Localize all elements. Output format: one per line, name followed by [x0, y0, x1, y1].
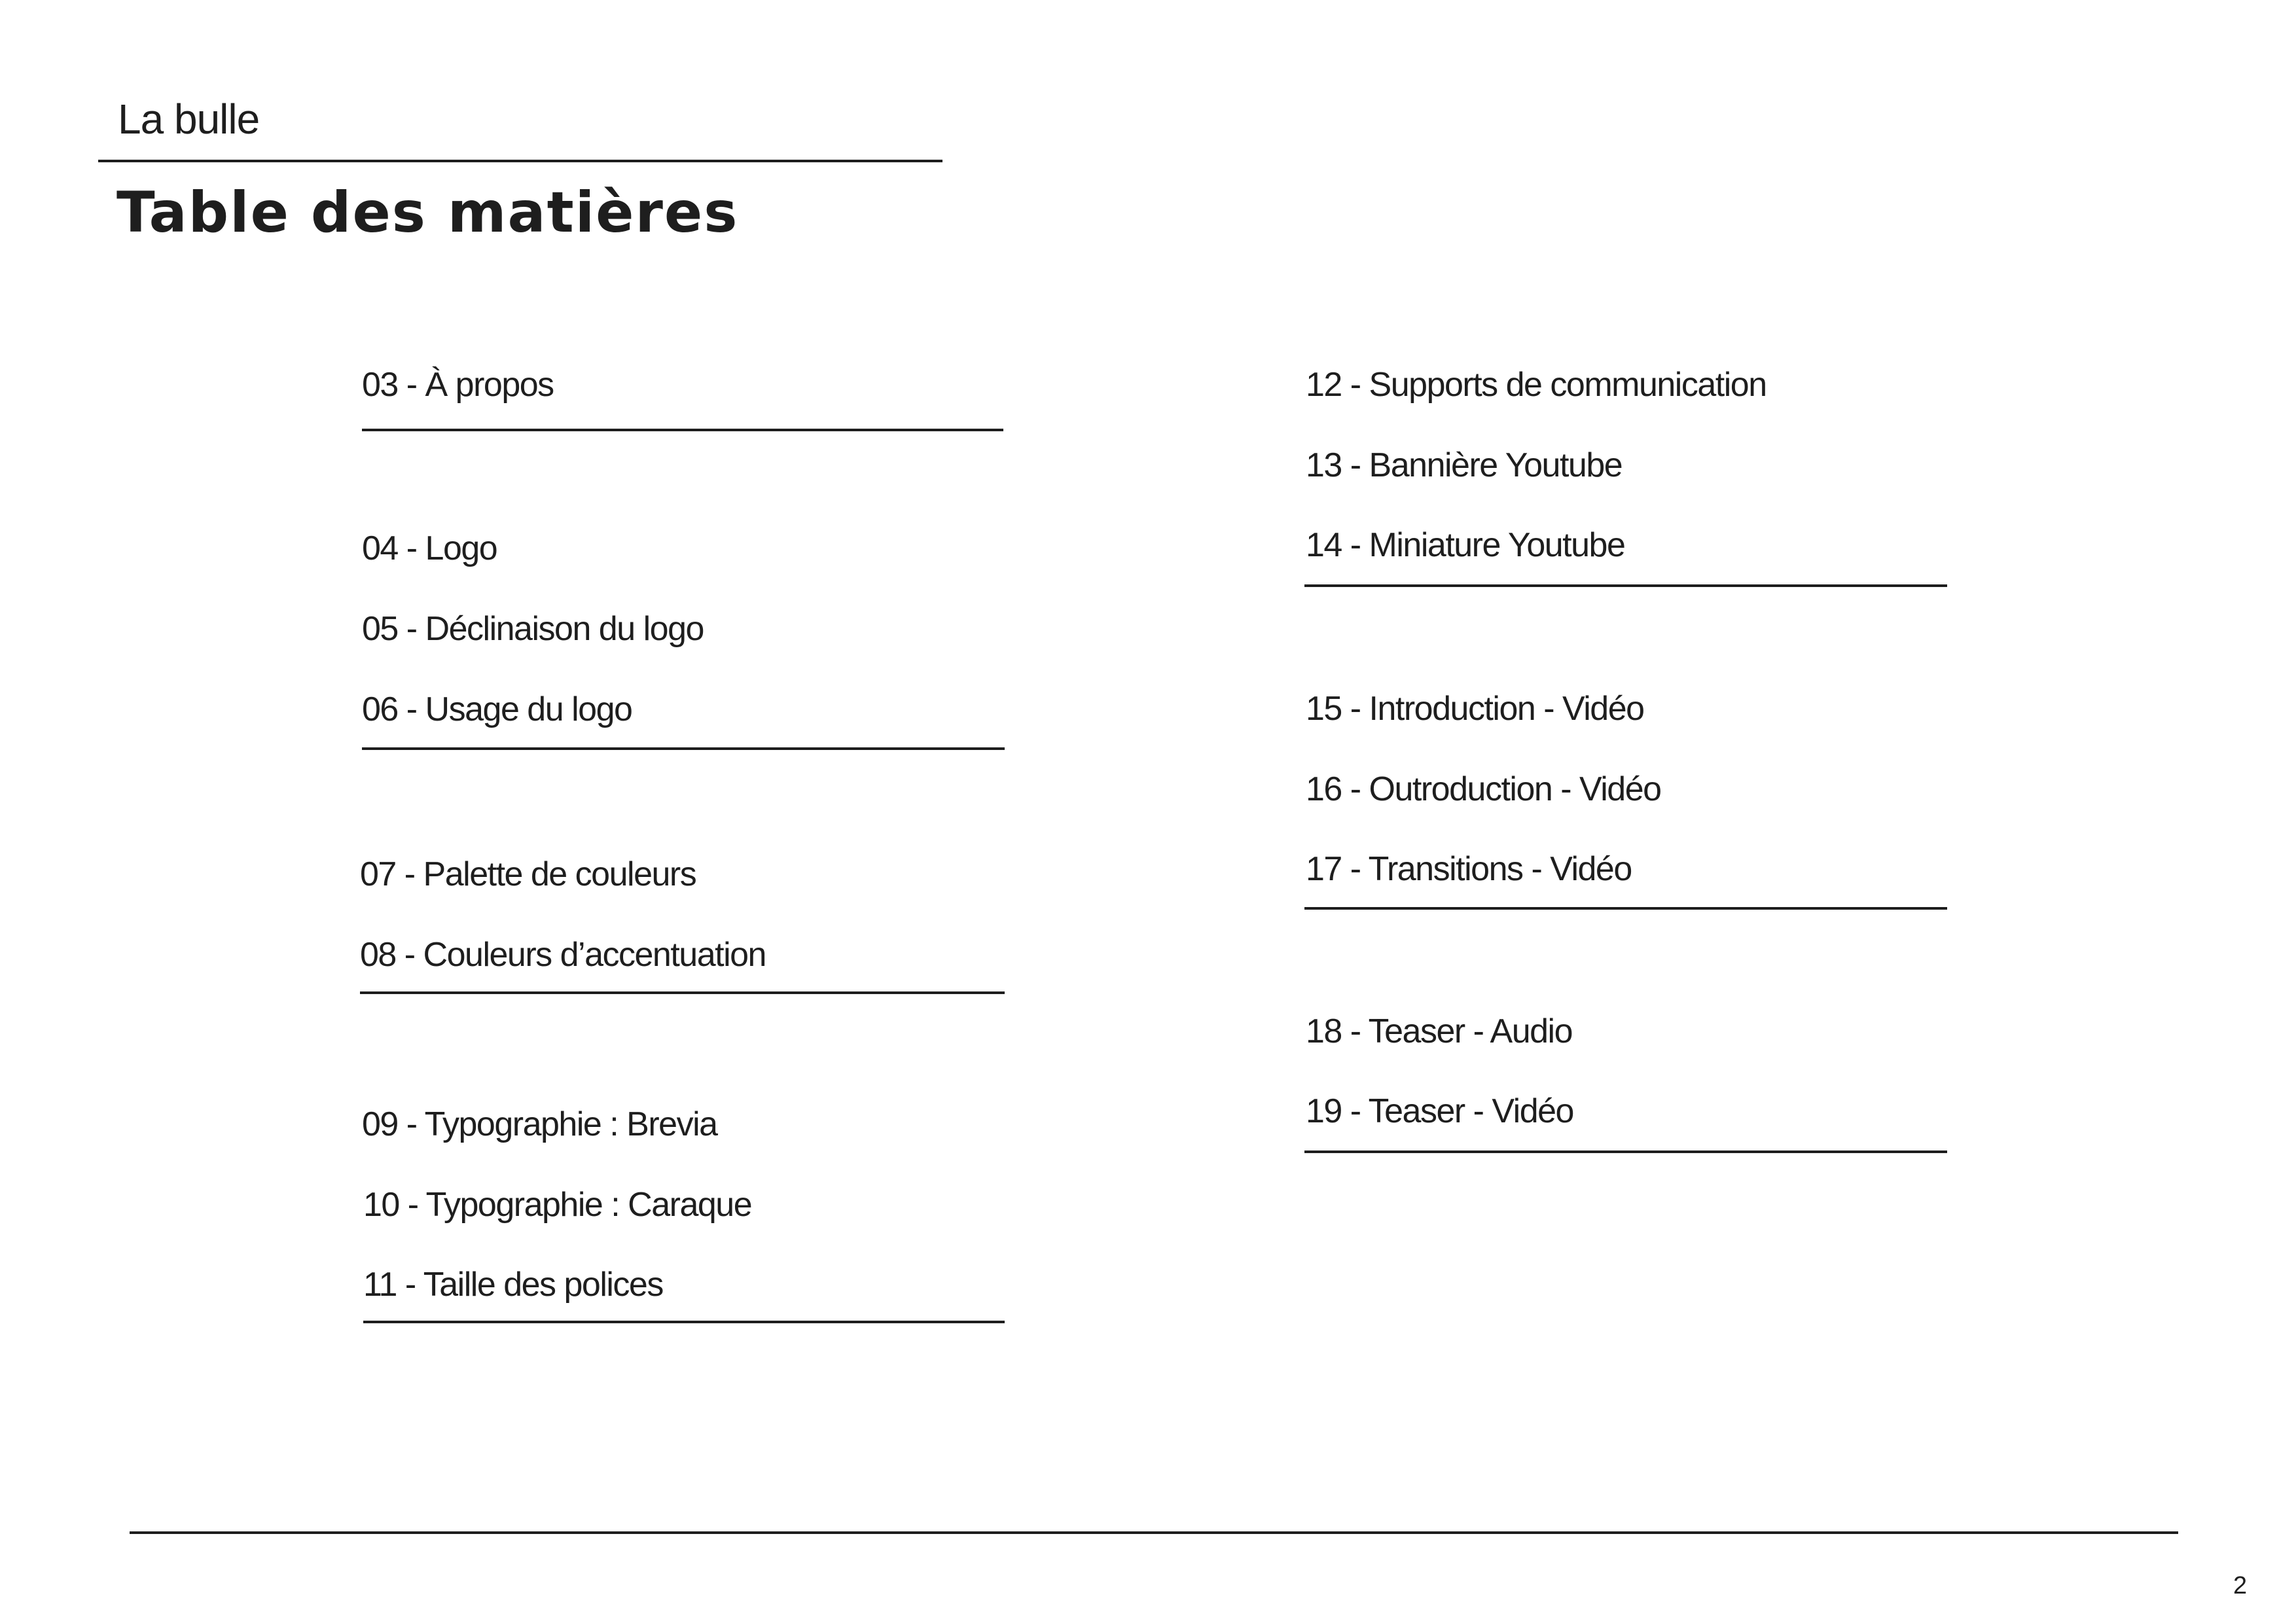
toc-item-19[interactable]: 19 - Teaser - Vidéo	[1306, 1092, 1573, 1130]
toc-group-divider	[362, 747, 1005, 750]
toc-item-16[interactable]: 16 - Outroduction - Vidéo	[1306, 770, 1661, 808]
toc-group-divider	[1304, 907, 1947, 910]
toc-group-divider	[360, 991, 1005, 994]
toc-item-13[interactable]: 13 - Bannière Youtube	[1306, 446, 1623, 484]
toc-item-17[interactable]: 17 - Transitions - Vidéo	[1306, 850, 1632, 888]
page-number: 2	[2233, 1572, 2248, 1599]
toc-item-11[interactable]: 11 - Taille des polices	[363, 1266, 663, 1304]
toc-item-03[interactable]: 03 - À propos	[362, 366, 554, 404]
toc-item-08[interactable]: 08 - Couleurs d’accentuation	[360, 936, 766, 974]
toc-item-09[interactable]: 09 - Typographie : Brevia	[362, 1105, 717, 1143]
toc-item-06[interactable]: 06 - Usage du logo	[362, 690, 632, 728]
toc-item-05[interactable]: 05 - Déclinaison du logo	[362, 610, 704, 648]
toc-group-divider	[362, 429, 1003, 431]
toc-item-07[interactable]: 07 - Palette de couleurs	[360, 855, 696, 893]
toc-item-15[interactable]: 15 - Introduction - Vidéo	[1306, 690, 1644, 728]
toc-group-divider	[363, 1321, 1005, 1323]
page-title: Table des matières	[117, 180, 739, 245]
toc-item-10[interactable]: 10 - Typographie : Caraque	[363, 1186, 752, 1224]
toc-group-divider	[1304, 584, 1947, 587]
toc-item-12[interactable]: 12 - Supports de communication	[1306, 366, 1767, 404]
brand-name: La bulle	[118, 96, 260, 143]
toc-item-18[interactable]: 18 - Teaser - Audio	[1306, 1012, 1573, 1050]
brand-underline	[98, 160, 942, 162]
toc-item-14[interactable]: 14 - Miniature Youtube	[1306, 526, 1625, 564]
toc-group-divider	[1304, 1150, 1947, 1153]
footer-rule	[130, 1531, 2178, 1534]
toc-item-04[interactable]: 04 - Logo	[362, 529, 497, 567]
